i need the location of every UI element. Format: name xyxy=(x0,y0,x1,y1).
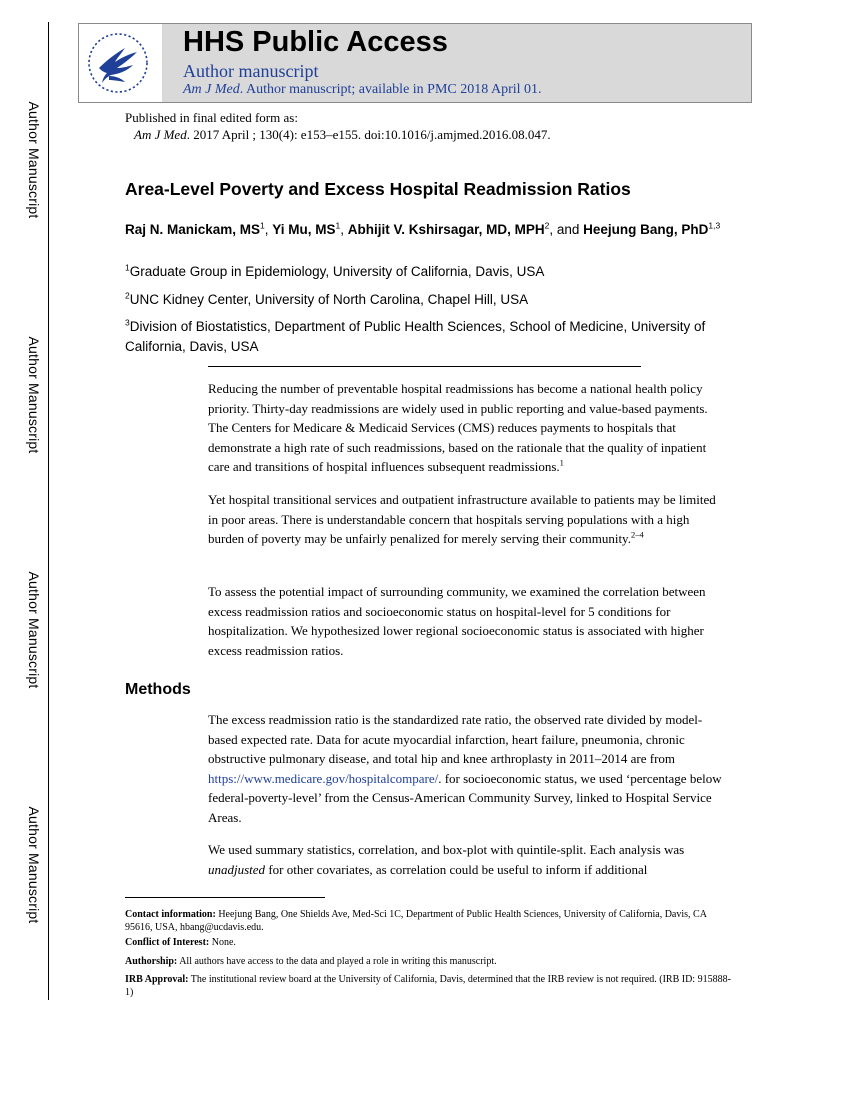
header-title: HHS Public Access xyxy=(183,26,448,58)
section-separator xyxy=(208,366,641,367)
hhs-eagle-logo-icon xyxy=(85,30,151,96)
intro-paragraph-2: Yet hospital transitional services and outpatient infrastructure available to patients may be limited in poor areas. There is understandable concern that hospitals serving populations with a high burden of poverty may be unfairly penalized for merely serving their community.$^{2-4}$ xyxy=(208,492,716,546)
published-line: Published in final edited form as: xyxy=(125,110,298,125)
intro-paragraph-1: Reducing the number of preventable hospital readmissions has become a national health policy priority. Thirty-day readmissions are widely used in public reporting and value-based payments. The Centers for Medicare & Medicaid Services (CMS) reduces payments to hospitals that demonstrate a high rate of such readmissions, based on the rationale that the quality of inpatient care and transitions of hospital influences subsequent readmissions.$^1$ xyxy=(208,381,708,474)
footnote-authorship: Authorship: All authors have access to the data and played a role in writing this manuscript. xyxy=(125,956,497,967)
affiliation-3: $^3$Division of Biostatistics, Department of Public Health Sciences, School of Medicine, University of California, Davis, USA xyxy=(125,317,706,354)
left-margin-rule xyxy=(48,22,49,1000)
affiliation-1: $^1$Graduate Group in Epidemiology, University of California, Davis, USA xyxy=(125,262,545,279)
article-title: Area-Level Poverty and Excess Hospital Readmission Ratios xyxy=(125,179,631,199)
methods-paragraph-1: The excess readmission ratio is the standardized rate ratio, the observed rate divided by model-based expected rate. Data for acute myocardial infarction, heart failure, pneumonia, chronic obstructive pulmonary disease, and total hip and knee arthroplasty in 2011–2014 are from https://www.medicare.gov/hospitalcompare/. for socioeconomic status, we used ‘percentage below federal-poverty-level’ from the Census-American Community Survey, linked to Hospital Service Areas. xyxy=(208,712,722,825)
footnote-rule xyxy=(125,897,325,898)
intro-paragraph-3: To assess the potential impact of surrounding community, we examined the correlation between excess readmission ratios and socioeconomic status on hospital-level for 5 conditions for hospitalization. We hypothesized lower regional socioeconomic status is associated with higher excess readmission ratios. xyxy=(208,584,706,658)
affiliation-2: $^2$UNC Kidney Center, University of North Carolina, Chapel Hill, USA xyxy=(125,290,529,307)
citation-line: Am J Med. 2017 April ; 130(4): e153–e155. doi:10.1016/j.amjmed.2016.08.047. xyxy=(134,127,551,142)
hhs-header xyxy=(78,23,752,103)
methods-paragraph-2: We used summary statistics, correlation, and box-plot with quintile-split. Each analysis was unadjusted for other covariates, as correlation could be useful to inform if additional xyxy=(208,842,685,877)
hospitalcompare-link[interactable]: https://www.medicare.gov/hospitalcompare/ xyxy=(208,770,439,786)
footnote-irb: IRB Approval: The institutional review board at the University of California, Davis, determined that the IRB review is not required. (IRB ID: 915888-1) xyxy=(125,974,731,998)
footnote-contact: Contact information: Heejung Bang, One Shields Ave, Med-Sci 1C, Department of Public Health Sciences, University of California, Davis, CA 95616, USA, hbang@ucdavis.edu. xyxy=(125,909,707,933)
header-journal-line: Am J Med. Author manuscript; available in PMC 2018 April 01. xyxy=(183,82,542,97)
author-list: Raj N. Manickam, $MS^1$, Yi Mu, $MS^1$, Abhijit V. Kshirsagar, MD, MPH$^2$, and Heejung Bang, PhD$^{1,3}$ xyxy=(125,220,721,237)
footnote-conflict: Conflict of Interest: None. xyxy=(125,937,236,948)
header-subtitle: Author manuscript xyxy=(183,61,319,81)
methods-heading: Methods xyxy=(125,681,191,698)
